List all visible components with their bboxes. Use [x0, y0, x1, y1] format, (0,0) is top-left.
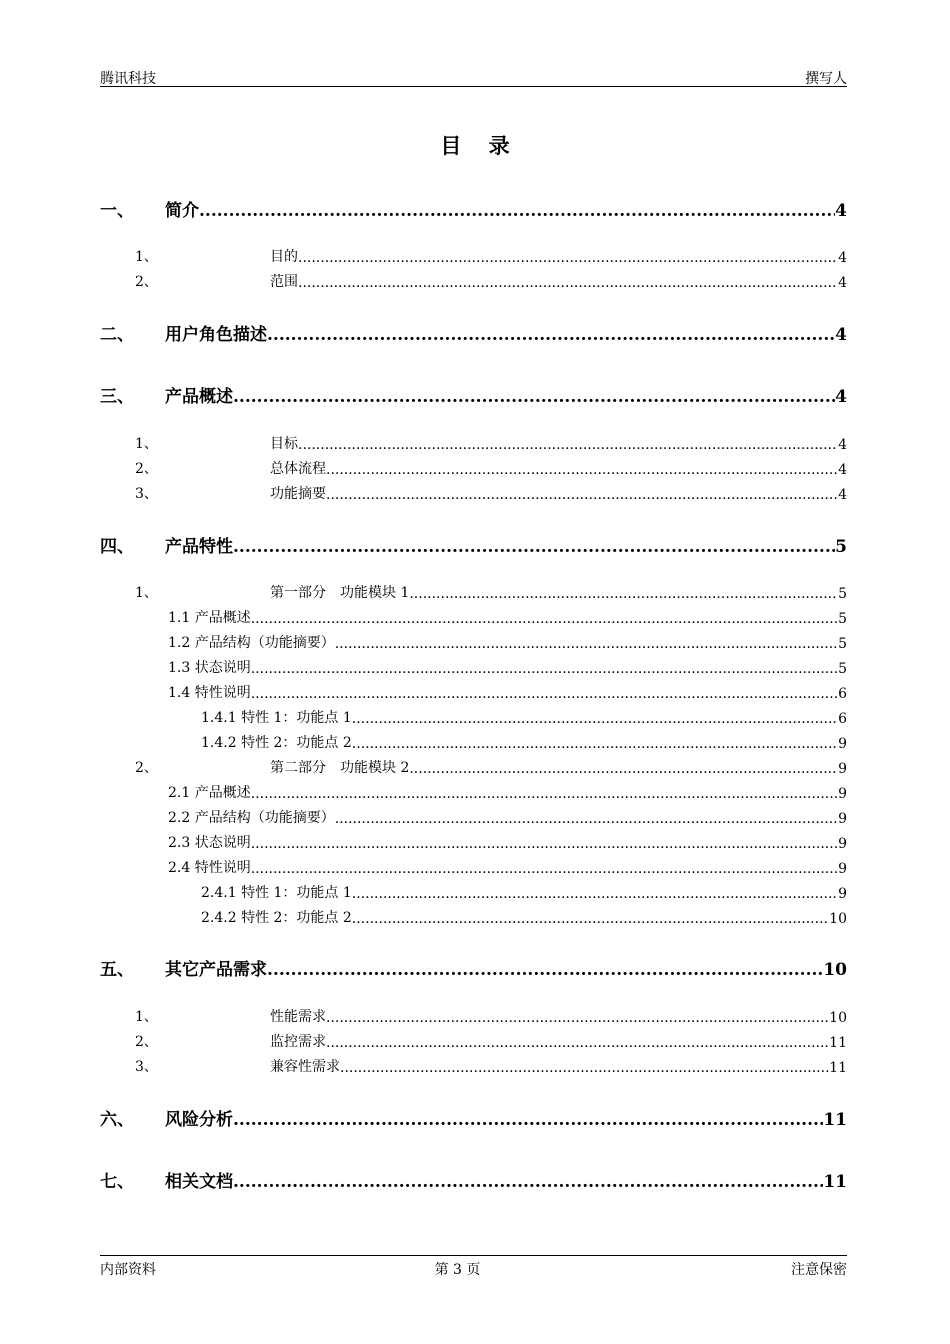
- toc-entry-3[interactable]: [0, 382, 950, 406]
- toc-entry-label: 2.4.2 特性 2：功能点 2: [201, 910, 352, 926]
- toc-page-number: 4: [835, 325, 847, 345]
- toc-entry-7[interactable]: [0, 1167, 950, 1191]
- toc-page-number: 11: [823, 1172, 847, 1192]
- toc-entry-4-1[interactable]: [0, 582, 950, 606]
- toc-entry-5[interactable]: [0, 955, 950, 979]
- toc-entry-label: 1.4.2 特性 2：功能点 2: [201, 735, 352, 751]
- toc-page-number: 9: [838, 861, 847, 877]
- page-title: 目 录: [440, 133, 520, 158]
- toc-entry-3-3[interactable]: [0, 483, 950, 507]
- footer-page-number: 第 3 页: [434, 1262, 481, 1278]
- toc-entry-number: 3、: [135, 1059, 158, 1075]
- toc-page-number: 10: [823, 960, 847, 980]
- toc-leader-dots: [233, 1110, 823, 1130]
- toc-entry-label: 1.4 特性说明: [168, 685, 251, 701]
- toc-entry-label: 功能摘要: [270, 486, 326, 502]
- toc-entry-4-1-4-2[interactable]: [0, 732, 950, 756]
- toc-entry-1-1[interactable]: [0, 246, 950, 270]
- toc-entry-label: 总体流程: [270, 461, 326, 477]
- toc-page-number: 9: [838, 786, 847, 802]
- toc-leader-dots: [267, 325, 835, 345]
- toc-entry-1-2[interactable]: [0, 271, 950, 295]
- toc-entry-number: 1、: [135, 436, 158, 452]
- toc-leader-dots: [409, 586, 838, 602]
- toc-entry-label: 相关文档: [165, 1172, 233, 1192]
- toc-leader-dots: [251, 786, 838, 802]
- toc-page-number: 5: [838, 636, 847, 652]
- toc-entry-number: 1、: [135, 249, 158, 265]
- toc-entry-label: 监控需求: [270, 1034, 326, 1050]
- toc-entry-label: 第二部分 功能模块 2: [270, 760, 410, 776]
- toc-entry-4-1-4-1[interactable]: [0, 707, 950, 731]
- toc-leader-dots: [199, 201, 835, 221]
- toc-leader-dots: [298, 437, 838, 453]
- toc-leader-dots: [335, 636, 838, 652]
- toc-leader-dots: [340, 1060, 829, 1076]
- toc-entry-5-2[interactable]: [0, 1031, 950, 1055]
- toc-leader-dots: [251, 861, 838, 877]
- toc-entry-number: 二、: [100, 325, 134, 345]
- toc-entry-label: 2.4 特性说明: [168, 860, 251, 876]
- toc-entry-4-1-1[interactable]: [0, 607, 950, 631]
- toc-page-number: 9: [838, 811, 847, 827]
- toc-entry-4-1-3[interactable]: [0, 657, 950, 681]
- toc-page-number: 5: [838, 661, 847, 677]
- toc-leader-dots: [409, 761, 838, 777]
- toc-entry-label: 范围: [270, 274, 298, 290]
- header-company: 腾讯科技: [100, 71, 156, 87]
- toc-page-number: 9: [838, 736, 847, 752]
- toc-entry-label: 用户角色描述: [165, 325, 267, 345]
- toc-page-number: 5: [838, 586, 847, 602]
- toc-entry-label: 1.4.1 特性 1：功能点 1: [201, 710, 352, 726]
- toc-entry-5-3[interactable]: [0, 1056, 950, 1080]
- toc-entry-4-1-2[interactable]: [0, 632, 950, 656]
- toc-entry-label: 1.2 产品结构（功能摘要）: [168, 635, 335, 651]
- header-author: 撰写人: [805, 71, 847, 87]
- toc-entry-2[interactable]: [0, 320, 950, 344]
- toc-page-number: 4: [838, 275, 847, 291]
- toc-entry-label: 性能需求: [270, 1009, 326, 1025]
- toc-leader-dots: [352, 711, 838, 727]
- toc-entry-number: 3、: [135, 486, 158, 502]
- toc-page-number: 4: [835, 387, 847, 407]
- toc-page-number: 4: [835, 201, 847, 221]
- toc-entry-4-1-4[interactable]: [0, 682, 950, 706]
- footer-confidential-label: 注意保密: [791, 1262, 847, 1278]
- toc-page-number: 6: [838, 686, 847, 702]
- toc-entry-4-2-4-1[interactable]: [0, 882, 950, 906]
- toc-entry-number: 四、: [100, 537, 134, 557]
- toc-leader-dots: [326, 462, 838, 478]
- toc-entry-3-1[interactable]: [0, 433, 950, 457]
- toc-entry-3-2[interactable]: [0, 458, 950, 482]
- toc-leader-dots: [251, 611, 838, 627]
- toc-entry-label: 风险分析: [165, 1110, 233, 1130]
- toc-entry-label: 2.1 产品概述: [168, 785, 251, 801]
- toc-entry-label: 1.3 状态说明: [168, 660, 251, 676]
- toc-leader-dots: [335, 811, 838, 827]
- toc-page-number: 4: [838, 437, 847, 453]
- toc-leader-dots: [326, 1010, 829, 1026]
- toc-entry-label: 第一部分 功能模块 1: [270, 585, 410, 601]
- toc-page-number: 11: [823, 1110, 847, 1130]
- toc-entry-4-2-4-2[interactable]: [0, 907, 950, 931]
- toc-entry-number: 1、: [135, 1009, 158, 1025]
- toc-leader-dots: [352, 736, 838, 752]
- toc-page-number: 6: [838, 711, 847, 727]
- toc-entry-number: 一、: [100, 201, 134, 221]
- toc-leader-dots: [326, 1035, 829, 1051]
- toc-entry-label: 产品概述: [165, 387, 233, 407]
- toc-entry-number: 五、: [100, 960, 134, 980]
- toc-entry-label: 2.4.1 特性 1：功能点 1: [201, 885, 352, 901]
- toc-leader-dots: [326, 487, 838, 503]
- toc-entry-4-2-2[interactable]: [0, 807, 950, 831]
- toc-entry-number: 2、: [135, 461, 158, 477]
- toc-leader-dots: [251, 686, 838, 702]
- toc-entry-4-2[interactable]: [0, 757, 950, 781]
- toc-page-number: 11: [829, 1035, 847, 1051]
- toc-leader-dots: [352, 911, 829, 927]
- footer-internal-label: 内部资料: [100, 1262, 156, 1278]
- toc-leader-dots: [251, 661, 838, 677]
- toc-leader-dots: [233, 387, 835, 407]
- toc-entry-label: 目的: [270, 249, 298, 265]
- toc-entry-number: 六、: [100, 1110, 134, 1130]
- toc-page-number: 9: [838, 761, 847, 777]
- toc-entry-number: 七、: [100, 1172, 134, 1192]
- toc-entry-number: 2、: [135, 1034, 158, 1050]
- toc-entry-label: 简介: [165, 201, 199, 221]
- toc-leader-dots: [267, 960, 823, 980]
- toc-entry-label: 产品特性: [165, 537, 233, 557]
- toc-entry-1[interactable]: [0, 196, 950, 220]
- toc-entry-number: 2、: [135, 274, 158, 290]
- toc-entry-6[interactable]: [0, 1105, 950, 1129]
- toc-page-number: 5: [838, 611, 847, 627]
- page-footer: [100, 1255, 847, 1278]
- toc-page-number: 9: [838, 836, 847, 852]
- toc-page-number: 9: [838, 886, 847, 902]
- toc-entry-4-2-4[interactable]: [0, 857, 950, 881]
- toc-page-number: 4: [838, 462, 847, 478]
- toc-entry-4-2-3[interactable]: [0, 832, 950, 856]
- toc-leader-dots: [233, 1172, 823, 1192]
- toc-page-number: 11: [829, 1060, 847, 1076]
- toc-leader-dots: [251, 836, 838, 852]
- toc-page-number: 10: [829, 911, 847, 927]
- toc-leader-dots: [352, 886, 838, 902]
- toc-entry-number: 2、: [135, 760, 158, 776]
- toc-entry-label: 目标: [270, 436, 298, 452]
- toc-entry-number: 三、: [100, 387, 134, 407]
- toc-leader-dots: [298, 275, 838, 291]
- toc-page-number: 5: [835, 537, 847, 557]
- toc-entry-5-1[interactable]: [0, 1006, 950, 1030]
- toc-entry-number: 1、: [135, 585, 158, 601]
- toc-leader-dots: [298, 250, 838, 266]
- toc-page-number: 10: [829, 1010, 847, 1026]
- toc-entry-label: 2.3 状态说明: [168, 835, 251, 851]
- toc-leader-dots: [233, 537, 835, 557]
- toc-entry-label: 1.1 产品概述: [168, 610, 251, 626]
- toc-entry-label: 其它产品需求: [165, 960, 267, 980]
- toc-entry-4[interactable]: [0, 532, 950, 556]
- toc-entry-label: 2.2 产品结构（功能摘要）: [168, 810, 335, 826]
- toc-entry-4-2-1[interactable]: [0, 782, 950, 806]
- toc-entry-label: 兼容性需求: [270, 1059, 340, 1075]
- toc-page-number: 4: [838, 250, 847, 266]
- toc-page-number: 4: [838, 487, 847, 503]
